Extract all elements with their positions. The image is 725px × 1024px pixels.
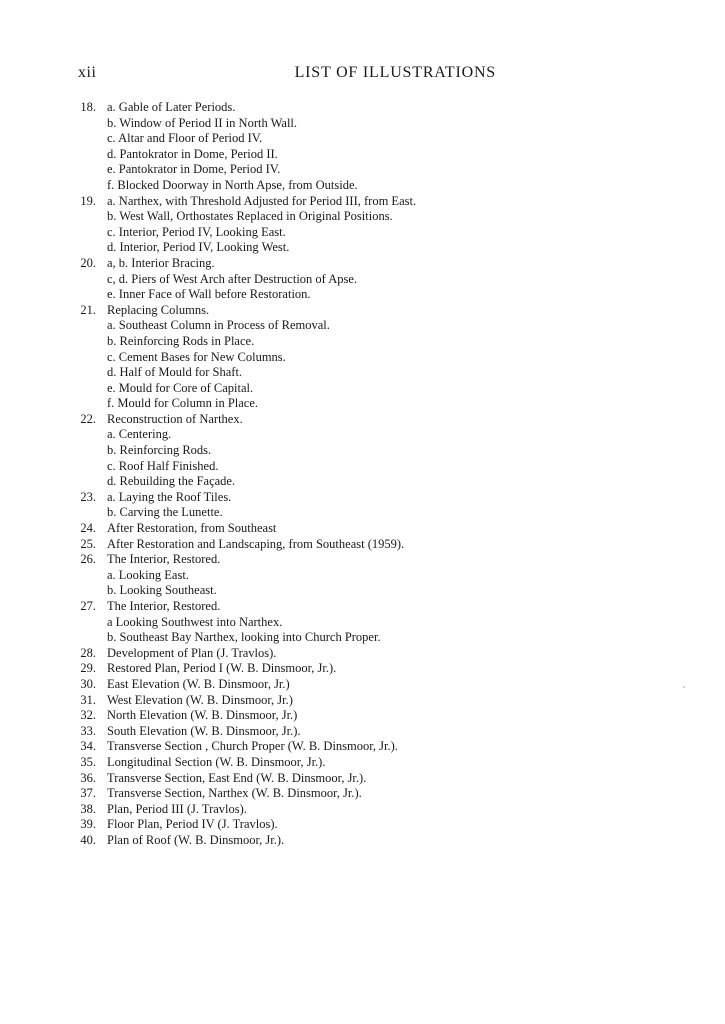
- item-number: 37.: [80, 786, 96, 801]
- list-subitem: [70, 318, 490, 334]
- list-item: [70, 490, 490, 506]
- item-caption: After Restoration and Landscaping, from Southeast (1959).: [107, 536, 405, 551]
- item-caption: d. Rebuilding the Façade.: [107, 474, 236, 489]
- item-caption: Replacing Columns.: [107, 302, 210, 317]
- list-item: [70, 537, 490, 553]
- item-caption: Development of Plan (J. Travlos).: [107, 645, 277, 660]
- item-caption: a, b. Interior Bracing.: [107, 255, 215, 270]
- item-caption: e. Inner Face of Wall before Restoration.: [107, 287, 311, 302]
- item-number: 24.: [80, 521, 96, 536]
- running-title: LIST OF ILLUSTRATIONS: [294, 64, 496, 81]
- item-caption: e. Pantokrator in Dome, Period IV.: [107, 162, 281, 177]
- item-caption: a. Narthex, with Threshold Adjusted for Period III, from East.: [107, 193, 417, 208]
- item-caption: After Restoration, from Southeast: [107, 521, 277, 536]
- list-item: [70, 786, 490, 802]
- item-caption: f. Mould for Column in Place.: [107, 396, 259, 411]
- list-item: [70, 599, 490, 615]
- list-subitem: [70, 568, 490, 584]
- item-number: 34.: [80, 739, 96, 754]
- list-item: [70, 646, 490, 662]
- item-caption: b. Carving the Lunette.: [107, 505, 223, 520]
- list-subitem: [70, 287, 490, 303]
- list-subitem: [70, 583, 490, 599]
- list-item: [70, 739, 490, 755]
- item-number: 38.: [80, 801, 96, 816]
- item-number: 29.: [80, 661, 96, 676]
- list-subitem: [70, 209, 490, 225]
- list-subitem: [70, 365, 490, 381]
- page-number: xii: [78, 64, 97, 81]
- item-caption: The Interior, Restored.: [107, 552, 221, 567]
- list-subitem: [70, 427, 490, 443]
- item-number: 28.: [80, 645, 96, 660]
- item-caption: a. Looking East.: [107, 567, 189, 582]
- list-subitem: [70, 474, 490, 490]
- item-caption: b. Reinforcing Rods.: [107, 443, 212, 458]
- item-caption: b. Reinforcing Rods in Place.: [107, 333, 255, 348]
- list-subitem: [70, 240, 490, 256]
- item-caption: c. Interior, Period IV, Looking East.: [107, 224, 286, 239]
- list-item: [70, 100, 490, 116]
- item-caption: a. Gable of Later Periods.: [107, 100, 236, 114]
- item-number: 22.: [80, 411, 96, 426]
- item-caption: Transverse Section, East End (W. B. Dinsmoor, Jr.).: [107, 770, 367, 785]
- list-subitem: [70, 272, 490, 288]
- item-caption: South Elevation (W. B. Dinsmoor, Jr.).: [107, 723, 301, 738]
- list-subitem: [70, 334, 490, 350]
- list-item: [70, 256, 490, 272]
- list-subitem: [70, 225, 490, 241]
- page-header: [78, 64, 496, 88]
- list-item: [70, 708, 490, 724]
- item-caption: b. Southeast Bay Narthex, looking into Church Proper.: [107, 630, 381, 645]
- item-caption: d. Half of Mould for Shaft.: [107, 365, 243, 380]
- list-subitem: [70, 381, 490, 397]
- item-caption: East Elevation (W. B. Dinsmoor, Jr.): [107, 676, 290, 691]
- list-subitem: [70, 147, 490, 163]
- item-number: 26.: [80, 552, 96, 567]
- item-number: 19.: [80, 193, 96, 208]
- item-caption: f. Blocked Doorway in North Apse, from Outside.: [107, 177, 358, 192]
- item-number: 39.: [80, 817, 96, 832]
- item-caption: e. Mould for Core of Capital.: [107, 380, 254, 395]
- item-number: 27.: [80, 599, 96, 613]
- list-item: [70, 724, 490, 740]
- item-number: 23.: [80, 489, 96, 504]
- list-item: [70, 412, 490, 428]
- item-caption: Longitudinal Section (W. B. Dinsmoor, Jr.).: [107, 754, 326, 769]
- list-item: [70, 552, 490, 568]
- item-number: 32.: [80, 708, 96, 723]
- item-number: 30.: [80, 676, 96, 691]
- item-caption: d. Interior, Period IV, Looking West.: [107, 240, 290, 255]
- item-caption: Plan of Roof (W. B. Dinsmoor, Jr.).: [107, 832, 285, 847]
- item-caption: b. Window of Period II in North Wall.: [107, 115, 298, 130]
- item-caption: b. Looking Southeast.: [107, 583, 217, 598]
- list-item: [70, 693, 490, 709]
- item-caption: Transverse Section , Church Proper (W. B. Dinsmoor, Jr.).: [107, 739, 398, 754]
- item-caption: c. Roof Half Finished.: [107, 458, 219, 473]
- item-number: 18.: [80, 100, 96, 114]
- item-caption: c, d. Piers of West Arch after Destruction of Apse.: [107, 271, 358, 286]
- item-caption: c. Cement Bases for New Columns.: [107, 349, 286, 364]
- item-caption: Restored Plan, Period I (W. B. Dinsmoor, Jr.).: [107, 661, 337, 676]
- list-item: [70, 303, 490, 319]
- item-caption: Transverse Section, Narthex (W. B. Dinsmoor, Jr.).: [107, 786, 362, 801]
- list-subitem: [70, 350, 490, 366]
- item-caption: a. Laying the Roof Tiles.: [107, 489, 232, 504]
- list-item: [70, 677, 490, 693]
- item-number: 40.: [80, 832, 96, 847]
- item-number: 20.: [80, 255, 96, 270]
- item-caption: The Interior, Restored.: [107, 599, 221, 613]
- illustration-list: [70, 100, 490, 849]
- scan-speck: [683, 686, 685, 688]
- item-caption: a Looking Southwest into Narthex.: [107, 614, 283, 629]
- item-number: 25.: [80, 536, 96, 551]
- item-number: 36.: [80, 770, 96, 785]
- list-subitem: [70, 459, 490, 475]
- list-subitem: [70, 116, 490, 132]
- list-subitem: [70, 505, 490, 521]
- list-item: [70, 755, 490, 771]
- list-item: [70, 833, 490, 849]
- list-subitem: [70, 162, 490, 178]
- item-caption: b. West Wall, Orthostates Replaced in Original Positions.: [107, 209, 393, 224]
- list-item: [70, 661, 490, 677]
- list-subitem: [70, 630, 490, 646]
- item-caption: Reconstruction of Narthex.: [107, 411, 243, 426]
- item-number: 21.: [80, 302, 96, 317]
- item-caption: Floor Plan, Period IV (J. Travlos).: [107, 817, 278, 832]
- list-subitem: [70, 131, 490, 147]
- list-subitem: [70, 615, 490, 631]
- item-caption: North Elevation (W. B. Dinsmoor, Jr.): [107, 708, 298, 723]
- item-caption: c. Altar and Floor of Period IV.: [107, 131, 263, 146]
- list-item: [70, 817, 490, 833]
- item-number: 31.: [80, 692, 96, 707]
- list-subitem: [70, 178, 490, 194]
- item-caption: d. Pantokrator in Dome, Period II.: [107, 146, 278, 161]
- item-caption: Plan, Period III (J. Travlos).: [107, 801, 247, 816]
- item-caption: a. Southeast Column in Process of Removal.: [107, 318, 330, 333]
- list-subitem: [70, 396, 490, 412]
- item-number: 33.: [80, 723, 96, 738]
- list-subitem: [70, 443, 490, 459]
- list-item: [70, 771, 490, 787]
- list-item: [70, 194, 490, 210]
- list-item: [70, 521, 490, 537]
- list-item: [70, 802, 490, 818]
- item-caption: West Elevation (W. B. Dinsmoor, Jr.): [107, 692, 293, 707]
- item-caption: a. Centering.: [107, 427, 172, 442]
- item-number: 35.: [80, 754, 96, 769]
